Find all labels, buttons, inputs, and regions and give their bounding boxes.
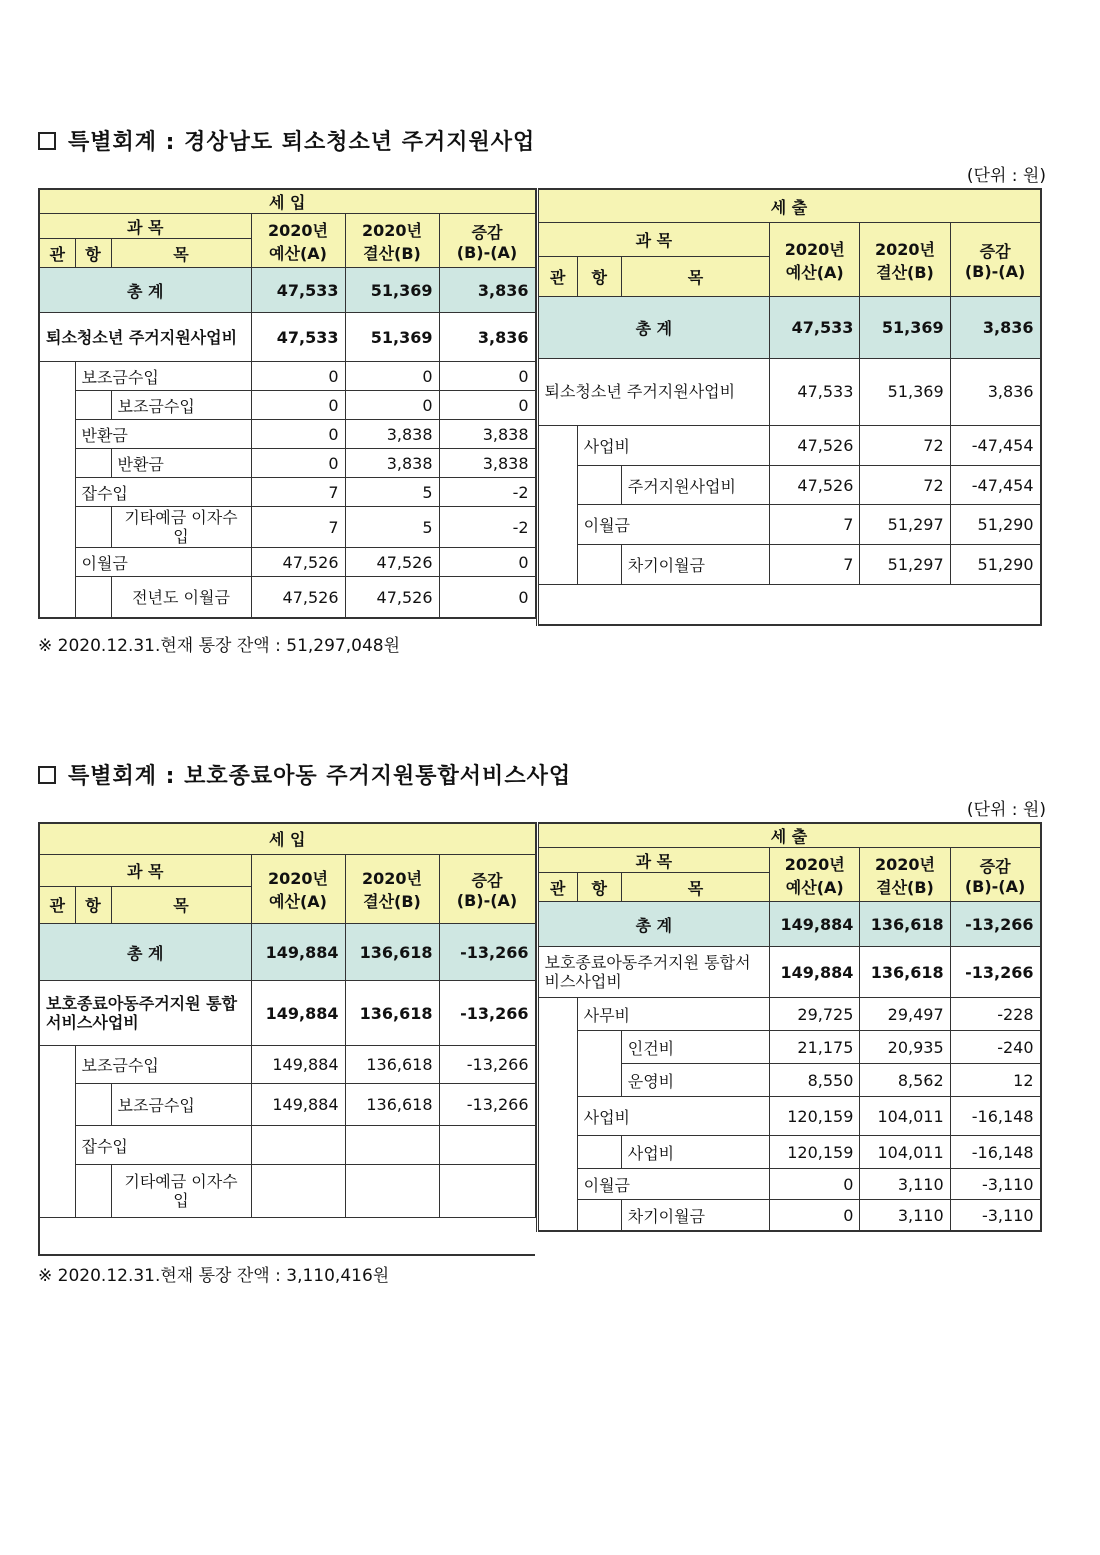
section-title: 특별회계 : 보호종료아동 주거지원통합서비스사업 [38,762,1050,792]
hang-header: 항 [75,886,111,923]
table-row: 퇴소청소년 주거지원사업비 47,533 51,369 3,836 [537,358,1041,425]
table-row: 잡수입 [39,1125,535,1165]
table-row: 이월금 0 3,110 -3,110 [537,1169,1041,1200]
diff-header: 증감 (B)-(A) [950,223,1040,297]
table-row: 기타예금 이자수입 7 5 -2 [39,507,535,548]
unit-label: (단위 : 원) [966,800,1046,820]
gwan-header: 관 [39,886,75,923]
subject-header: 과 목 [39,854,251,886]
section-title: 특별회계 : 경상남도 퇴소청소년 주거지원사업 [38,128,1050,158]
table-row: 보조금수입 0 0 0 [39,391,535,420]
budget-header: 2020년 예산(A) [770,848,860,902]
subject-header: 과 목 [537,848,770,873]
table-row: 보조금수입 149,884 136,618 -13,266 [39,1083,535,1125]
budget-tables [38,188,1050,626]
income-total-row: 총 계 47,533 51,369 3,836 [39,268,535,313]
income-table [38,822,536,1256]
budget-tables [38,822,1050,1256]
settle-header: 2020년 결산(B) [860,223,950,297]
settle-header: 2020년 결산(B) [345,854,439,923]
table-row: 보호종료아동주거지원 통합서비스사업비 149,884 136,618 -13,266 [537,947,1041,998]
expense-total-row: 총 계 47,533 51,369 3,836 [537,297,1041,359]
expense-table [536,822,1042,1232]
checkbox-square-icon [38,132,56,150]
gwan-header: 관 [39,239,75,268]
diff-header: 증감 (B)-(A) [439,854,535,923]
mok-header: 목 [111,886,251,923]
gwan-header: 관 [537,257,577,297]
table-row: 잡수입 7 5 -2 [39,478,535,507]
table-row: 전년도 이월금 47,526 47,526 0 [39,577,535,619]
mok-header: 목 [621,257,769,297]
table-row: 운영비 8,550 8,562 12 [537,1064,1041,1097]
settle-header: 2020년 결산(B) [860,848,950,902]
table-row: 반환금 0 3,838 3,838 [39,449,535,478]
section-child-housing [38,762,1050,1288]
subject-header: 과 목 [39,214,251,239]
hang-header: 항 [75,239,111,268]
table-row: 이월금 47,526 47,526 0 [39,548,535,577]
table-row: 사업비 120,159 104,011 -16,148 [537,1097,1041,1136]
expense-table [536,188,1042,626]
bank-balance-note: ※ 2020.12.31.현재 통장 잔액 : 3,110,416원 [38,1266,390,1286]
gwan-header: 관 [537,873,577,902]
budget-header: 2020년 예산(A) [251,854,345,923]
table-row: 퇴소청소년 주거지원사업비 47,533 51,369 3,836 [39,313,535,362]
table-row: 사업비 120,159 104,011 -16,148 [537,1136,1041,1169]
table-row: 사업비 47,526 72 -47,454 [537,425,1041,465]
settle-header: 2020년 결산(B) [345,214,439,268]
mok-header: 목 [111,239,251,268]
expense-total-row: 총 계 149,884 136,618 -13,266 [537,902,1041,947]
income-header: 세 입 [39,189,535,214]
income-table [38,188,536,619]
table-row: 차기이월금 7 51,297 51,290 [537,545,1041,585]
hang-header: 항 [577,873,621,902]
table-row: 보호종료아동주거지원 통합서비스사업비 149,884 136,618 -13,266 [39,981,535,1046]
table-row: 보조금수입 149,884 136,618 -13,266 [39,1046,535,1083]
table-row: 반환금 0 3,838 3,838 [39,420,535,449]
expense-header: 세 출 [537,189,1041,223]
budget-header: 2020년 예산(A) [770,223,860,297]
budget-header: 2020년 예산(A) [251,214,345,268]
diff-header: 증감 (B)-(A) [439,214,535,268]
income-header: 세 입 [39,823,535,854]
table-row: 기타예금 이자수입 [39,1165,535,1217]
mok-header: 목 [621,873,769,902]
section-youth-housing [38,128,1050,658]
table-row: 사무비 29,725 29,497 -228 [537,998,1041,1031]
table-row: 보조금수입 0 0 0 [39,362,535,391]
table-row: 차기이월금 0 3,110 -3,110 [537,1200,1041,1232]
income-total-row: 총 계 149,884 136,618 -13,266 [39,923,535,981]
hang-header: 항 [577,257,621,297]
diff-header: 증감 (B)-(A) [950,848,1040,902]
table-row: 주거지원사업비 47,526 72 -47,454 [537,465,1041,505]
unit-label: (단위 : 원) [966,166,1046,186]
subject-header: 과 목 [537,223,770,257]
checkbox-square-icon [38,766,56,784]
table-row: 이월금 7 51,297 51,290 [537,505,1041,545]
expense-header: 세 출 [537,823,1041,848]
bank-balance-note: ※ 2020.12.31.현재 통장 잔액 : 51,297,048원 [38,636,401,656]
table-row: 인건비 21,175 20,935 -240 [537,1031,1041,1064]
